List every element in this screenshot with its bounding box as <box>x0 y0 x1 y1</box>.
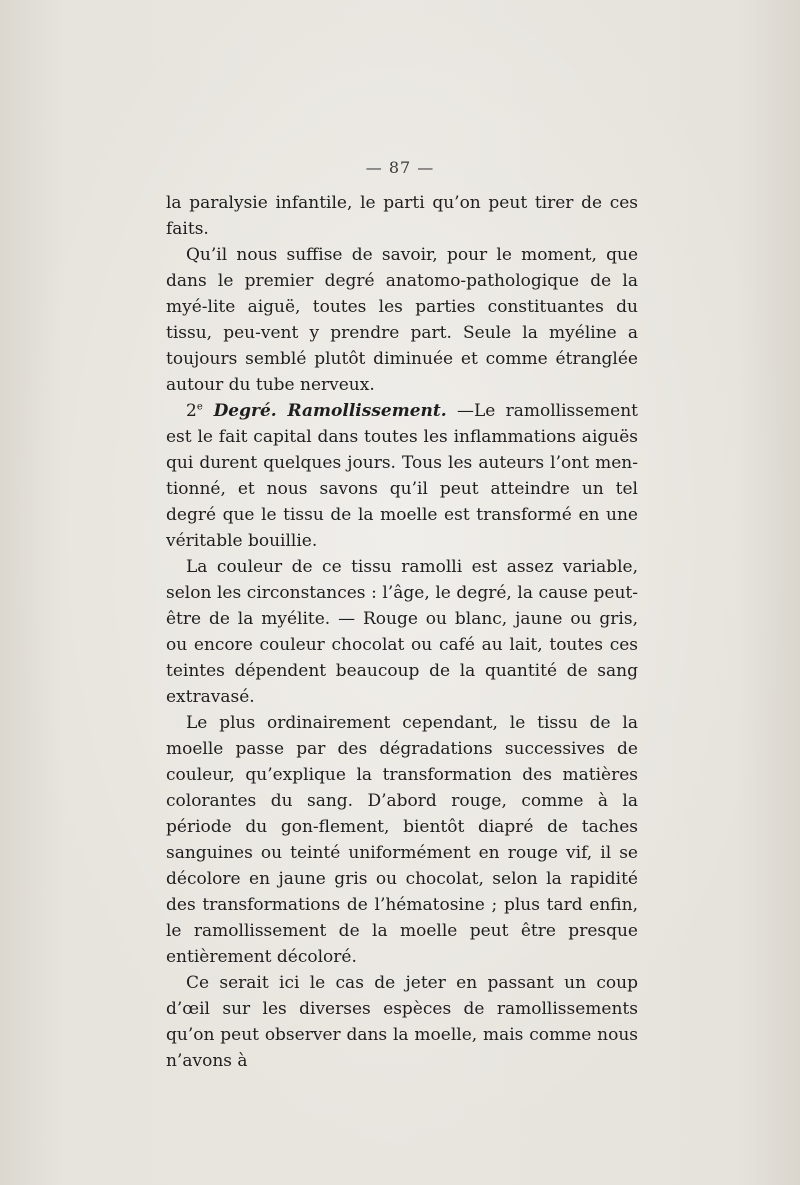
degree-heading: Degré. Ramollissement. <box>202 401 447 421</box>
paragraph-continuation: la paralysie infantile, le parti qu’on peut tirer de ces faits. <box>166 193 638 239</box>
degree-number: 2 <box>186 401 197 421</box>
paragraph-softening-species: Ce serait ici le cas de jeter en passant un coup d’œil sur les diverses espèces de ramollissements qu’on peut observer dans la moelle, mais comme nous n’avons à <box>166 973 638 1071</box>
paragraph-color-gradations: Le plus ordinairement cependant, le tissu de la moelle passe par des dégradations successives de couleur, qu’explique la transformation des matières colorantes du sang. D’abord rouge, comme à la période du gon-flement, bientôt diapré de taches sanguines ou teinté uniformément en rouge vif, il se décolore en jaune gris ou chocolat, selon la rapidité des transformations de l’hématosine ; plus tard enfin, le ramollissement de la moelle peut être presque entièrement décoloré. <box>166 713 638 967</box>
degree-body: —Le ramollissement est le fait capital dans toutes les inflammations aiguës qui durent quelques jours. Tous les auteurs l’ont men-tionné, et nous savons qu’il peut atteindre un tel degré que le tissu de la moelle est transformé en une véritable bouillie. <box>166 401 638 551</box>
body-text <box>166 190 638 1074</box>
paragraph-second-degree-softening <box>166 398 638 554</box>
paragraph-tissue-color: La couleur de ce tissu ramolli est assez variable, selon les circonstances : l’âge, le degré, la cause peut-être de la myélite. — Rouge ou blanc, jaune ou gris, ou encore couleur chocolat ou café au lait, toutes ces teintes dépendent beaucoup de la quantité de sang extravasé. <box>166 557 638 707</box>
paragraph-first-degree-myelin: Qu’il nous suffise de savoir, pour le moment, que dans le premier degré anatomo-pathologique de la myé-lite aiguë, toutes les parties constituantes du tissu, peu-vent y prendre part. Seule la myéline a toujours semblé plutôt diminuée et comme étranglée autour du tube nerveux. <box>166 245 638 395</box>
degree-superscript: e <box>196 401 203 413</box>
page-number: — 87 — <box>365 158 435 177</box>
